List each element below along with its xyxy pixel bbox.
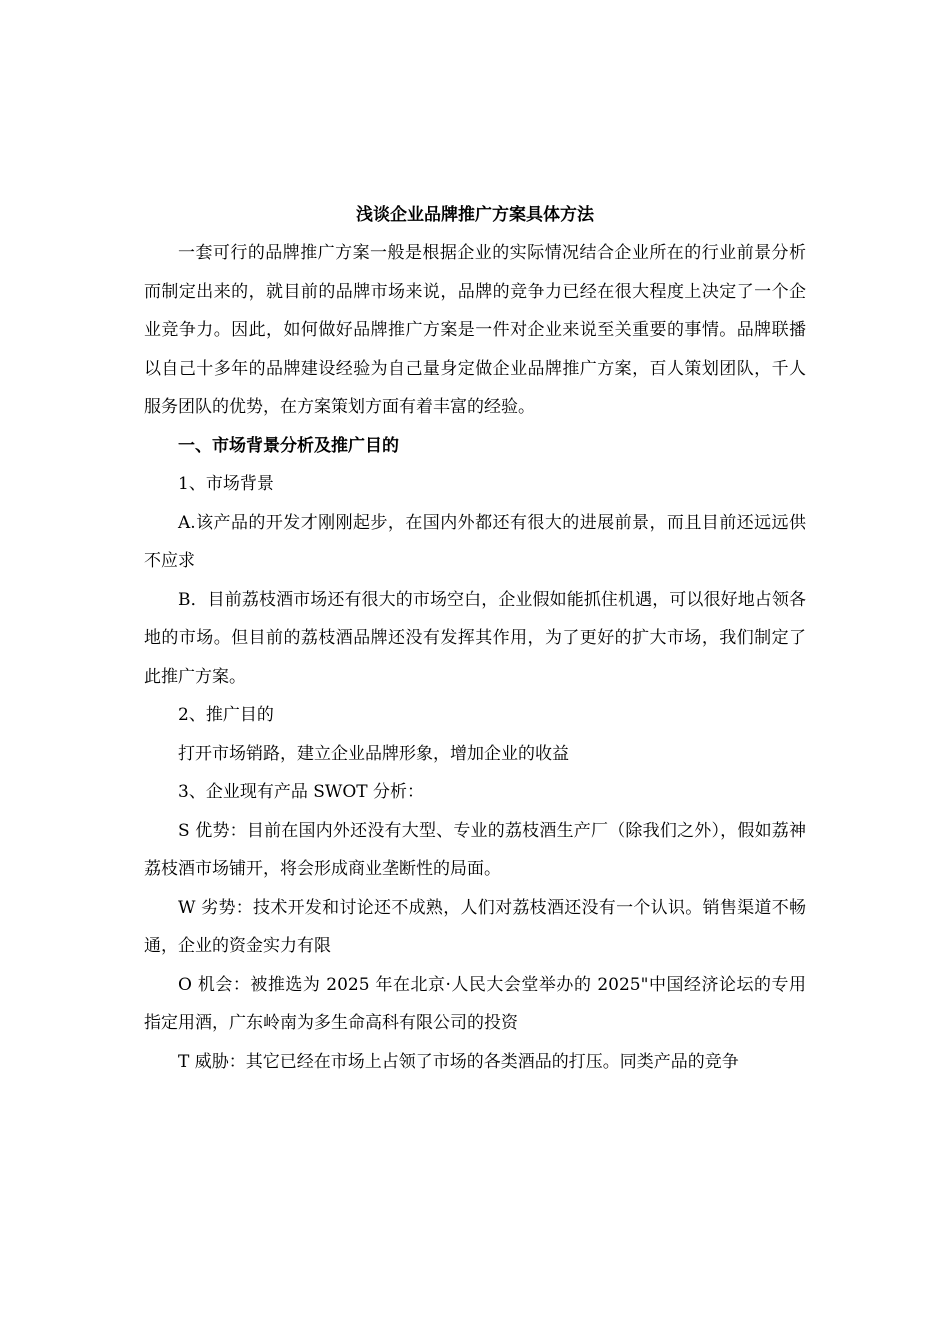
paragraph-swot-strengths: S 优势：目前在国内外还没有大型、专业的荔枝酒生产厂（除我们之外），假如荔神荔枝酒市场铺开，将会形成商业垄断性的局面。 [144,820,806,879]
document-body [144,196,806,1081]
subheading-market-background: 1、市场背景 [178,474,274,494]
paragraph-intro: 一套可行的品牌推广方案一般是根据企业的实际情况结合企业所在的行业前景分析而制定出来的，就目前的品牌市场来说，品牌的竞争力已经在很大程度上决定了一个企业竞争力。因此，如何做好品牌推广方案是一件对企业来说至关重要的事情。品牌联播以自己十多年的品牌建设经验为自己量身定做企业品牌推广方案，百人策划团队，千人服务团队的优势，在方案策划方面有着丰富的经验。 [144,243,806,417]
paragraph-swot-threats: T 威胁：其它已经在市场上占领了市场的各类酒品的打压。同类产品的竞争 [178,1051,739,1072]
document-title: 浅谈企业品牌推广方案具体方法 [356,205,594,225]
paragraph-swot-opportunities: O 机会：被推选为 2025 年在北京·人民大会堂举办的 2025"中国经济论坛的专用指定用酒，广东岭南为多生命高科有限公司的投资 [144,974,806,1033]
paragraph-point-b: B．目前荔枝酒市场还有很大的市场空白，企业假如能抓住机遇，可以很好地占领各地的市场。但目前的荔枝酒品牌还没有发挥其作用，为了更好的扩大市场，我们制定了此推广方案。 [144,589,806,687]
section-heading-market: 一、市场背景分析及推广目的 [178,435,399,456]
paragraph-promotion-goal: 打开市场销路，建立企业品牌形象，增加企业的收益 [178,743,569,764]
paragraph-swot-weaknesses: W 劣势：技术开发和讨论还不成熟，人们对荔枝酒还没有一个认识。销售渠道不畅通，企业的资金实力有限 [144,897,806,956]
subheading-swot: 3、企业现有产品 SWOT 分析： [178,782,425,802]
subheading-promotion-goal: 2、推广目的 [178,705,274,725]
paragraph-point-a: A.该产品的开发才刚刚起步，在国内外都还有很大的进展前景，而且目前还远远供不应求 [144,512,806,571]
